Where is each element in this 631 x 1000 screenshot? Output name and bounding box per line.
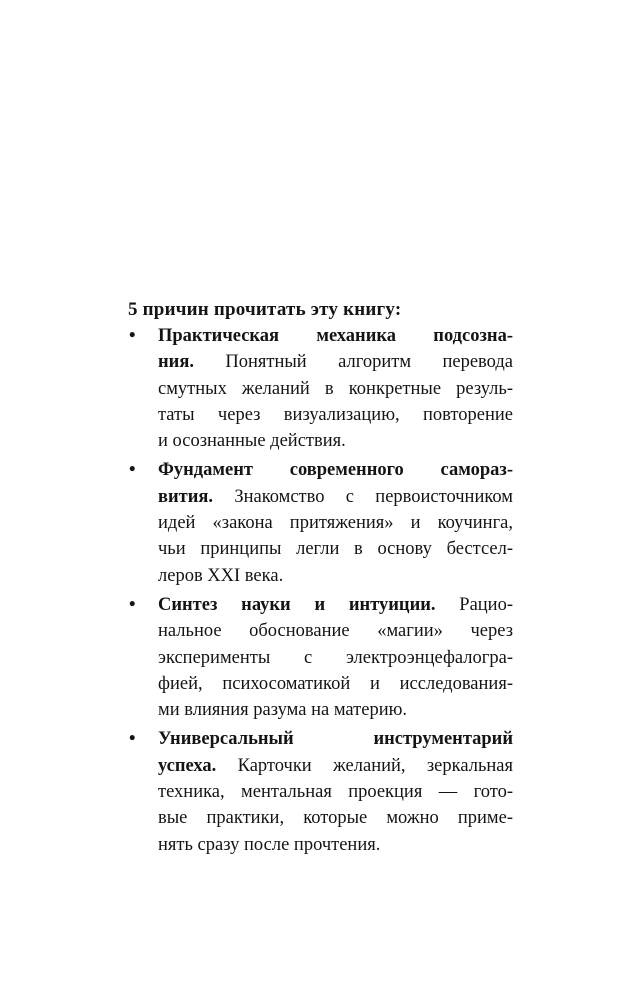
text-line [158,592,513,618]
item-text: Рацио- [435,594,513,615]
item-text: Знакомство с первоисточником [213,486,513,507]
item-text: чьи принципы легли в основу бестсел- [158,539,513,560]
item-title: ния. [158,352,194,373]
bullet-marker: • [129,729,136,750]
item-text: Карточки желаний, зеркальная [216,755,513,776]
reasons-list [128,323,513,858]
text-line [158,563,513,589]
list-item [128,592,513,723]
text-line [158,536,513,562]
bullet-marker: • [129,594,136,615]
text-line [158,402,513,428]
bullet-marker: • [129,460,136,481]
page-content [128,297,513,861]
text-line [158,428,513,454]
item-text: и осознанные действия. [158,431,346,452]
list-item [128,457,513,588]
text-line [158,805,513,831]
text-line [158,697,513,723]
text-line [158,671,513,697]
list-item [128,323,513,454]
bullet-marker: • [129,326,136,346]
item-text: нальное обоснование «магии» через [158,621,513,642]
text-line [158,618,513,644]
item-text: таты через визуализацию, повторение [158,404,513,425]
item-title: Универсальный инструментарий [158,729,513,750]
page-heading: 5 причин прочитать эту книгу: [128,299,402,320]
text-line [158,726,513,752]
text-line [158,349,513,375]
text-line [158,753,513,779]
text-line [158,484,513,510]
item-text: идей «закона притяжения» и коучинга, [158,513,513,534]
text-line [158,323,513,349]
item-title: успеха. [158,755,217,776]
item-text: фией, психосоматикой и исследования- [158,673,513,694]
text-line [158,779,513,805]
item-text: Понятный алгоритм перевода [193,352,513,373]
text-line [158,645,513,671]
item-text: нять сразу после прочтения. [158,834,381,855]
text-line [158,376,513,402]
text-line [158,832,513,858]
item-text: эксперименты с электроэнцефалогра- [158,647,513,668]
item-title: Фундамент современного самораз- [158,460,513,481]
text-line [158,510,513,536]
item-title: Синтез науки и интуиции. [158,594,436,615]
item-title: вития. [158,486,214,507]
item-text: техника, ментальная проекция — гото- [158,782,513,803]
item-text: ми влияния разума на материю. [158,700,408,721]
list-item [128,726,513,857]
item-text: вые практики, которые можно приме- [158,808,513,829]
item-text: леров XXI века. [158,565,284,586]
text-line [158,457,513,483]
item-text: смутных желаний в конкретные резуль- [158,378,513,399]
item-title: Практическая механика подсозна- [158,326,513,346]
